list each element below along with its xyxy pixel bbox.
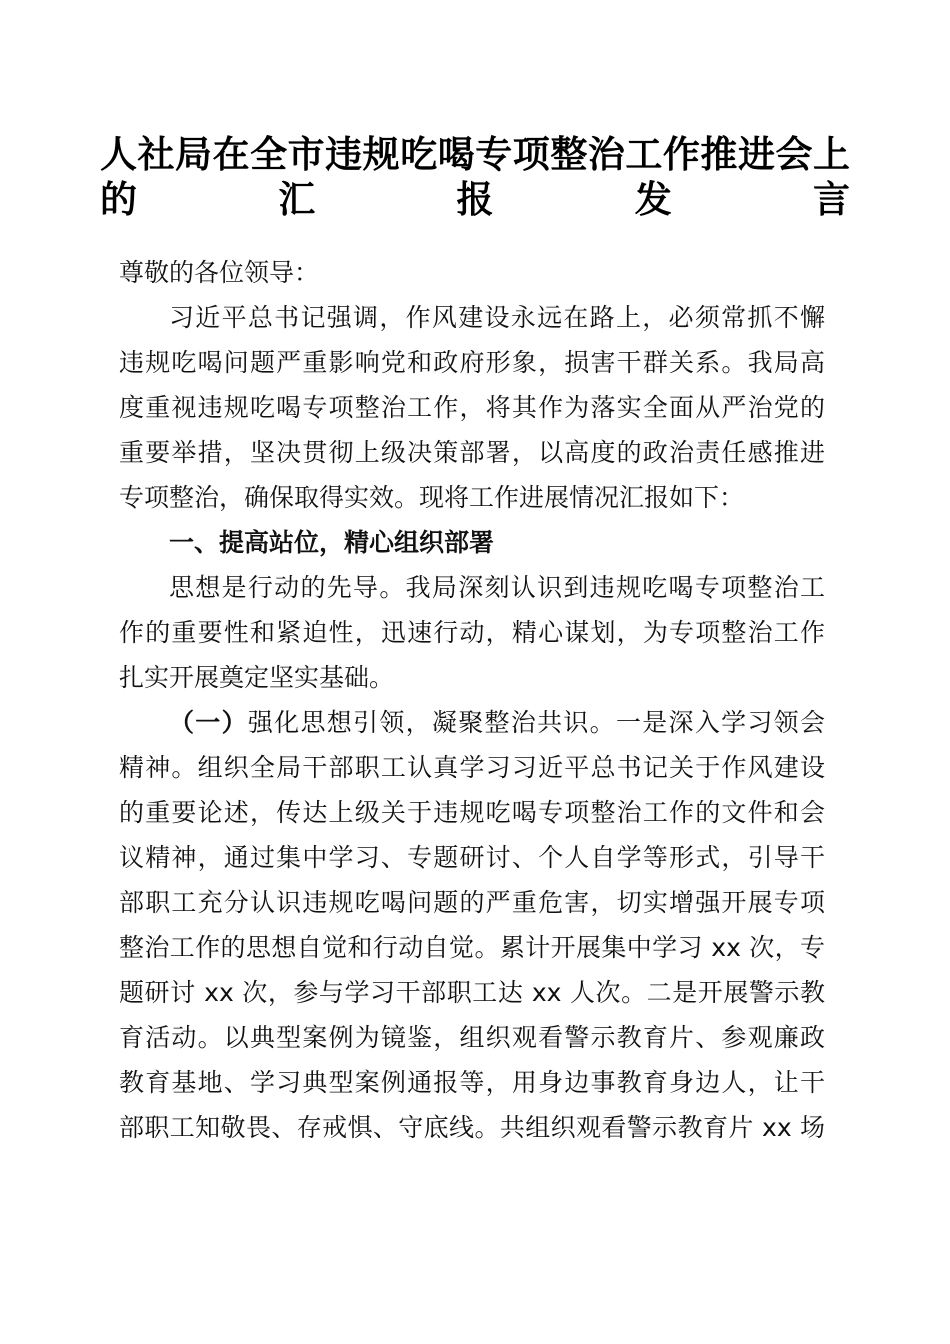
section-heading-1: 一、提高站位，精心组织部署 xyxy=(169,528,495,557)
text-line: 精神。组织全局干部职工认真学习习近平总书记关于作风建设 xyxy=(119,753,825,782)
text-line: 教育基地、学习典型案例通报等，用身边事教育身边人，让干 xyxy=(119,1068,825,1097)
text-line: 思想是行动的先导。我局深刻认识到违规吃喝专项整治工 xyxy=(169,573,825,602)
title-line-2: 的汇报发言 xyxy=(100,177,850,221)
title-line-1: 人社局在全市违规吃喝专项整治工作推进会上 xyxy=(100,132,850,176)
text-line: 整治工作的思想自觉和行动自觉。累计开展集中学习 xx 次，专 xyxy=(119,933,825,962)
subsection-lead-text: 强化思想引领，凝聚整治共识。一是深入学习领会 xyxy=(247,708,825,737)
text-line: 育活动。以典型案例为镜鉴，组织观看警示教育片、参观廉政 xyxy=(119,1023,825,1052)
subsection-1 xyxy=(119,700,825,1150)
subsection-first-line xyxy=(119,700,825,745)
subsection-number: （一） xyxy=(169,708,248,737)
text-line: 题研讨 xx 次，参与学习干部职工达 xx 人次。二是开展警示教 xyxy=(119,978,825,1007)
text-line: 专项整治，确保取得实效。现将工作进展情况汇报如下： xyxy=(119,483,745,512)
text-line: 重要举措，坚决贯彻上级决策部署，以高度的政治责任感推进 xyxy=(119,438,825,467)
text-line: 议精神，通过集中学习、专题研讨、个人自学等形式，引导干 xyxy=(119,843,825,872)
document-title xyxy=(100,132,850,222)
text-line: 违规吃喝问题严重影响党和政府形象，损害干群关系。我局高 xyxy=(119,348,825,377)
text-line: 的重要论述，传达上级关于违规吃喝专项整治工作的文件和会 xyxy=(119,798,825,827)
text-line: 习近平总书记强调，作风建设永远在路上，必须常抓不懈 xyxy=(169,303,825,332)
text-line: 扎实开展奠定坚实基础。 xyxy=(119,663,395,692)
document-body xyxy=(119,250,825,1150)
intro-paragraph xyxy=(119,295,825,520)
text-line: 度重视违规吃喝专项整治工作，将其作为落实全面从严治党的 xyxy=(119,393,825,422)
section1-paragraph xyxy=(119,565,825,700)
text-line: 部职工充分认识违规吃喝问题的严重危害，切实增强开展专项 xyxy=(119,888,825,917)
text-line: 作的重要性和紧迫性，迅速行动，精心谋划，为专项整治工作 xyxy=(119,618,825,647)
salutation: 尊敬的各位领导： xyxy=(119,258,320,287)
text-line: 部职工知敬畏、存戒惧、守底线。共组织观看警示教育片 xx 场 xyxy=(119,1113,825,1142)
